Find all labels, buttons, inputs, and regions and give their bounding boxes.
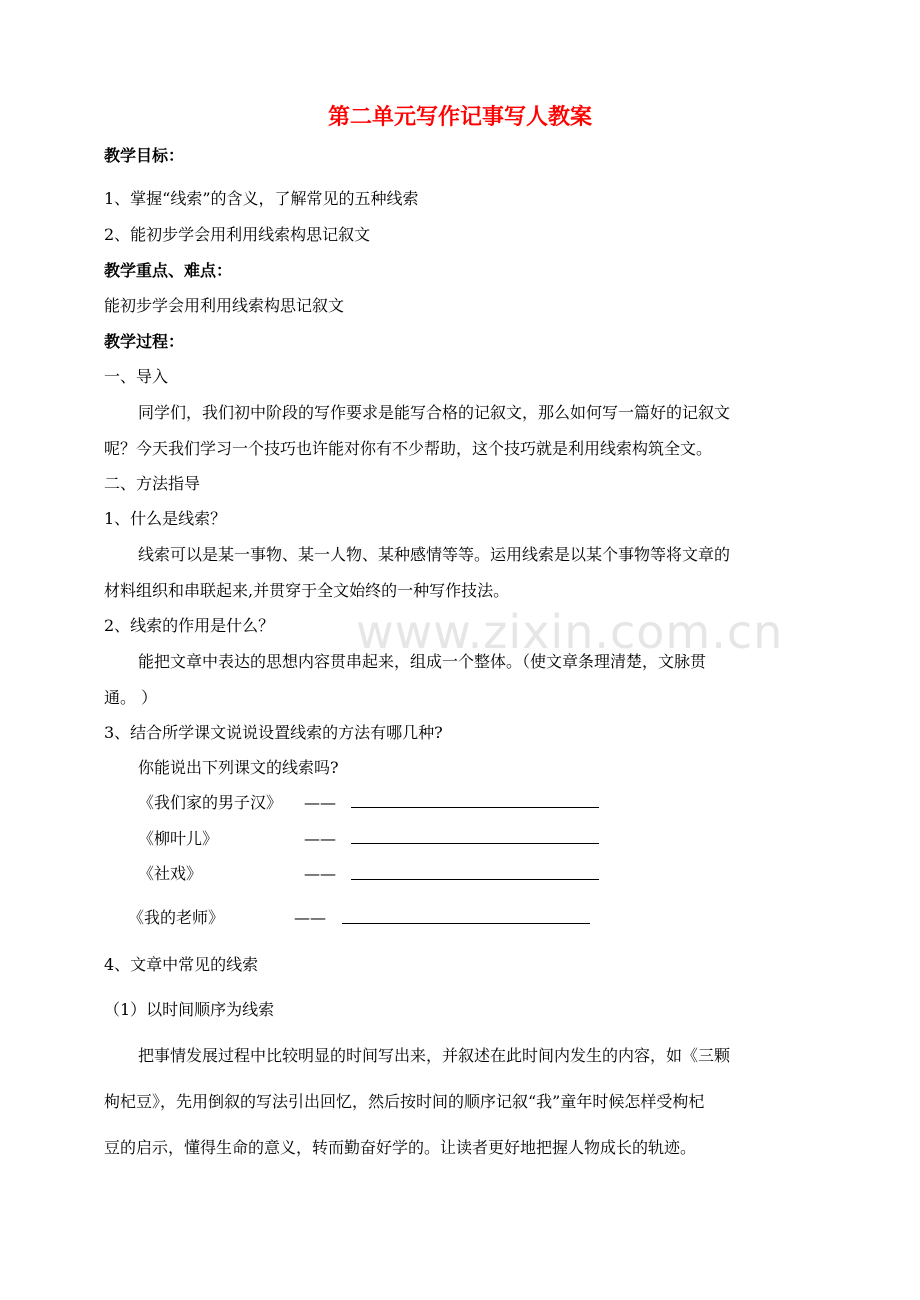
- subsection-1: （1）以时间顺序为线索: [104, 1000, 275, 1019]
- goal-1: 1、掌握“线索”的含义，了解常见的五种线索: [104, 189, 419, 208]
- time-paragraph-line-1: 把事情发展过程中比较明显的时间写出来，并叙述在此时间内发生的内容，如《三颗: [138, 1046, 731, 1065]
- intro-paragraph-line-1: 同学们，我们初中阶段的写作要求是能写合格的记叙文，那么如何写一篇好的记叙文: [138, 403, 731, 422]
- exercise-dash: ——: [294, 908, 326, 927]
- process-heading: 教学过程：: [104, 332, 185, 351]
- answer-1-line-1: 线索可以是某一事物、某一人物、某种感情等等。运用线索是以某个事物等将文章的: [138, 545, 731, 564]
- question-2: 2、线索的作用是什么？: [104, 616, 275, 635]
- answer-blank[interactable]: [342, 923, 590, 924]
- time-paragraph-line-3: 豆的启示，懂得生命的意义，转而勤奋好学的。让读者更好地把握人物成长的轨迹。: [104, 1138, 697, 1157]
- exercise-title: 《柳叶儿》: [138, 829, 219, 848]
- goals-heading: 教学目标：: [104, 146, 185, 165]
- time-paragraph-line-2: 枸杞豆》，先用倒叙的写法引出回忆，然后按时间的顺序记叙“我”童年时候怎样受枸杞: [104, 1092, 705, 1111]
- exercise-title: 《我们家的男子汉》: [138, 793, 283, 812]
- keypoints-text: 能初步学会用利用线索构思记叙文: [104, 296, 345, 315]
- question-4: 4、文章中常见的线索: [104, 955, 259, 974]
- exercise-dash: ——: [304, 864, 336, 883]
- document-title: 第二单元写作记事写人教案: [327, 105, 592, 130]
- watermark: www.zixin.com.cn: [356, 605, 784, 659]
- section-1-heading: 一、导入: [104, 367, 169, 386]
- section-2-heading: 二、方法指导: [104, 474, 201, 493]
- answer-2-line-1: 能把文章中表达的思想内容贯串起来，组成一个整体。（使文章条理清楚，文脉贯: [138, 652, 707, 671]
- answer-1-line-2: 材料组织和串联起来,并贯穿于全文始终的一种写作技法。: [104, 581, 510, 600]
- exercise-title: 《社戏》: [138, 864, 203, 883]
- goal-2: 2、能初步学会用利用线索构思记叙文: [104, 225, 371, 244]
- answer-blank[interactable]: [351, 879, 599, 880]
- answer-2-line-2: 通。 ）: [104, 688, 158, 707]
- exercise-dash: ——: [304, 829, 336, 848]
- keypoints-heading: 教学重点、难点：: [104, 261, 233, 280]
- question-1: 1、什么是线索？: [104, 509, 227, 528]
- answer-blank[interactable]: [351, 807, 599, 808]
- exercise-prompt: 你能说出下列课文的线索吗?: [138, 758, 339, 777]
- intro-paragraph-line-2: 呢？今天我们学习一个技巧也许能对你有不少帮助，这个技巧就是利用线索构筑全文。: [104, 439, 713, 458]
- answer-blank[interactable]: [351, 843, 599, 844]
- question-3: 3、结合所学课文说说设置线索的方法有哪几种?: [104, 723, 443, 742]
- exercise-dash: ——: [304, 793, 336, 812]
- exercise-title: 《我的老师》: [128, 908, 225, 927]
